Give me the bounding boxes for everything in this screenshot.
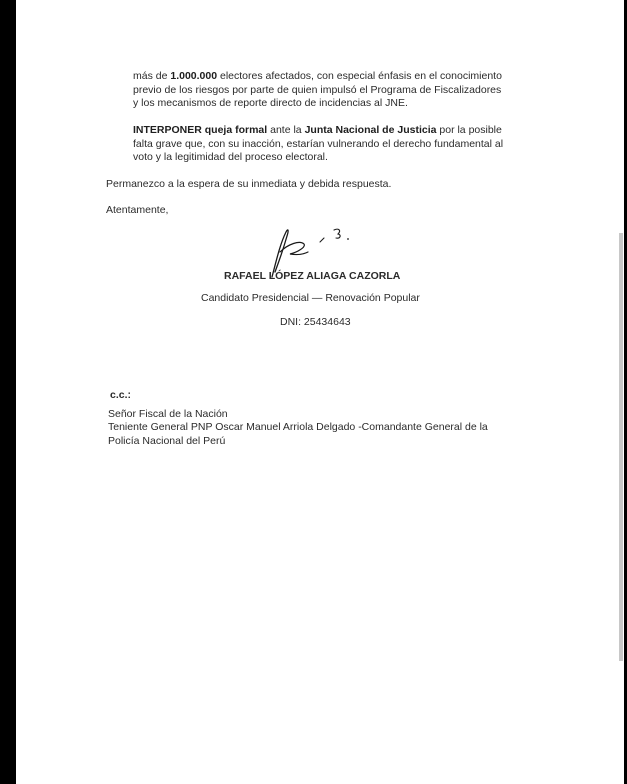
paragraph1-line3: y los mecanismos de reporte directo de incidencias al JNE. bbox=[133, 97, 408, 109]
cc-recipient-fiscal: Señor Fiscal de la Nación bbox=[108, 408, 228, 420]
paragraph2-line1: INTERPONER queja formal ante la Junta Nacional de Justicia por la posible bbox=[133, 124, 502, 136]
cc-label: c.c.: bbox=[110, 389, 132, 401]
cc-recipient-general: Teniente General PNP Oscar Manuel Arriola Delgado -Comandante General de la bbox=[108, 421, 488, 433]
document-page bbox=[16, 0, 624, 784]
paragraph1-line2: previo de los riesgos por parte de quien impulsó el Programa de Fiscalizadores bbox=[133, 83, 502, 96]
scan-edge-shadow bbox=[619, 233, 623, 661]
paragraph-complaint bbox=[133, 124, 503, 165]
voters-count: 1.000.000 bbox=[170, 70, 218, 82]
signatory-dni: DNI: 25434643 bbox=[280, 316, 351, 328]
paragraph2-line3: voto y la legitimidad del proceso electoral. bbox=[133, 151, 328, 163]
closing-regards: Atentamente, bbox=[106, 204, 169, 216]
signatory-role: Candidato Presidencial — Renovación Popular bbox=[201, 292, 420, 304]
signatory-name: RAFAEL LÓPEZ ALIAGA CAZORLA bbox=[224, 270, 401, 282]
cc-recipient-police: Policía Nacional del Perú bbox=[108, 435, 226, 447]
paragraph1-line1: más de 1.000.000 electores afectados, con especial énfasis en el conocimiento bbox=[133, 70, 502, 82]
closing-waiting: Permanezco a la espera de su inmediata y debida respuesta. bbox=[106, 178, 392, 190]
paragraph-affected-voters bbox=[133, 70, 502, 111]
paragraph2-line2: falta grave que, con su inacción, estarían vulnerando el derecho fundamental al bbox=[133, 137, 504, 150]
